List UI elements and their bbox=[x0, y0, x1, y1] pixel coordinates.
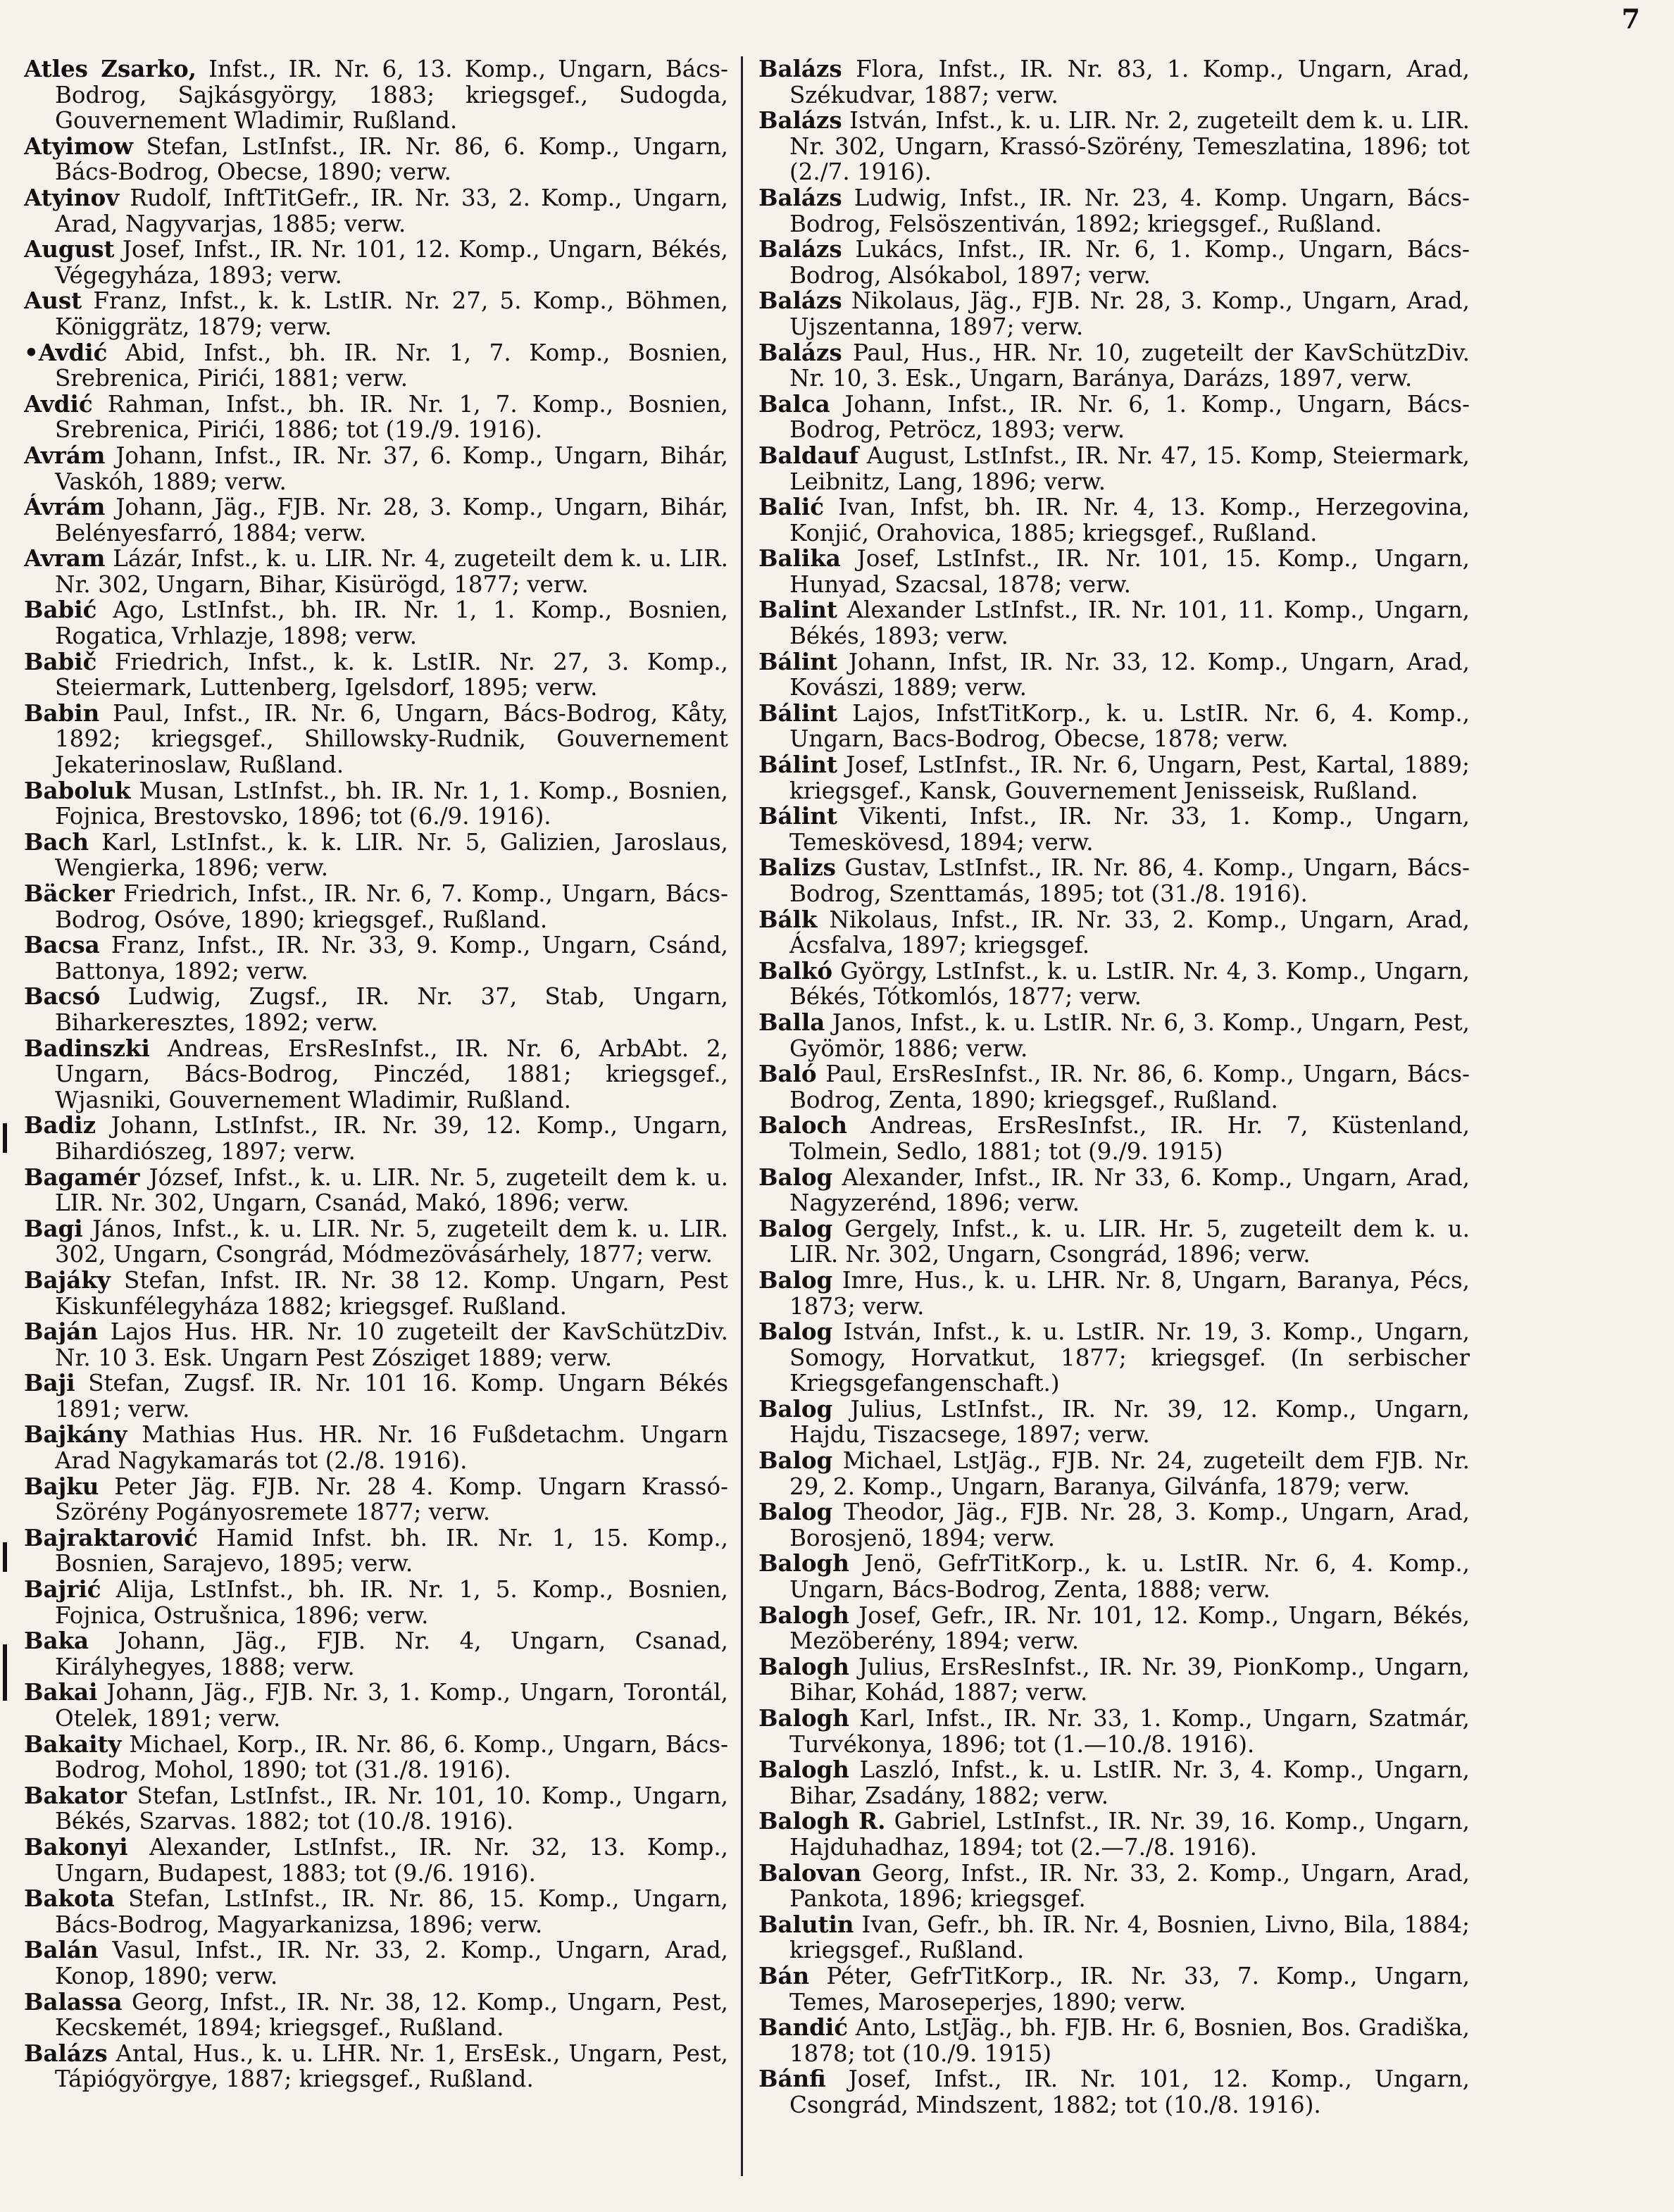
register-entry bbox=[758, 597, 1470, 649]
entry-details: Johann, LstInfst., IR. Nr. 39, 12. Komp., Ungarn, Bihardiószeg, 1897; verw. bbox=[55, 1112, 728, 1165]
entry-surname: Avrám bbox=[24, 441, 106, 469]
entry-details: Karl, Infst., IR. Nr. 33, 1. Komp., Ungarn, Szatmár, Turvékonya, 1896; tot (1.—10./8. 1916). bbox=[789, 1705, 1470, 1758]
entry-surname: Bálint bbox=[758, 699, 837, 727]
entry-details: Georg, Infst., IR. Nr. 33, 2. Komp., Ungarn, Arad, Pankota, 1896; kriegsgef. bbox=[789, 1859, 1470, 1913]
entry-surname: Bálint bbox=[758, 751, 837, 779]
entry-surname: Atyinov bbox=[24, 183, 120, 211]
entry-details: Alexander LstInfst., IR. Nr. 101, 11. Komp., Ungarn, Békés, 1893; verw. bbox=[789, 596, 1470, 650]
entry-surname: Bajáky bbox=[24, 1266, 111, 1294]
register-entry bbox=[24, 1165, 728, 1216]
entry-details: Stefan, Zugsf. IR. Nr. 101 16. Komp. Ungarn Békés 1891; verw. bbox=[55, 1370, 728, 1423]
entry-surname: Bakonyi bbox=[24, 1832, 128, 1861]
register-entry bbox=[24, 2041, 728, 2092]
register-entry bbox=[24, 288, 728, 339]
entry-details: Johann, Infst, IR. Nr. 33, 12. Komp., Ungarn, Arad, Kovászi, 1889; verw. bbox=[789, 648, 1470, 701]
entry-details: August, LstInfst., IR. Nr. 47, 15. Komp, Steiermark, Leibnitz, Lang, 1896; verw. bbox=[789, 442, 1470, 495]
entry-details: Ludwig, Zugsf., IR. Nr. 37, Stab, Ungarn, Biharkeresztes, 1892; verw. bbox=[55, 983, 728, 1036]
register-entry bbox=[24, 1422, 728, 1473]
register-entry bbox=[24, 134, 728, 185]
entry-surname: Balázs bbox=[758, 106, 842, 135]
entry-details: Nikolaus, Infst., IR. Nr. 33, 2. Komp., Ungarn, Arad, Ácsfalva, 1897; kriegsgef. bbox=[789, 906, 1470, 959]
entry-surname: Balić bbox=[758, 493, 825, 521]
register-entry bbox=[758, 185, 1470, 237]
register-entry bbox=[758, 1165, 1470, 1216]
entry-surname: Baji bbox=[24, 1369, 75, 1397]
register-entry bbox=[758, 958, 1470, 1010]
entry-details: Lukács, Infst., IR. Nr. 6, 1. Komp., Ungarn, Bács-Bodrog, Alsókabol, 1897; verw. bbox=[789, 236, 1470, 289]
entry-surname: Balogh bbox=[758, 1652, 849, 1680]
entry-details: Anto, LstJäg., bh. FJB. Hr. 6, Bosnien, Bos. Gradiška, 1878; tot (10./9. 1915) bbox=[789, 2014, 1470, 2067]
entry-details: Abid, Infst., bh. IR. Nr. 1, 7. Komp., Bosnien, Srebrenica, Pirići, 1881; verw. bbox=[55, 339, 728, 392]
entry-surname: Bakaity bbox=[24, 1730, 122, 1758]
entry-surname: Baboluk bbox=[24, 776, 131, 804]
entry-details: Nikolaus, Jäg., FJB. Nr. 28, 3. Komp., Ungarn, Arad, Ujszentanna, 1897; verw. bbox=[789, 287, 1470, 340]
register-entry bbox=[758, 752, 1470, 804]
entry-details: Friedrich, Infst., k. k. LstIR. Nr. 27, 3. Komp., Steiermark, Luttenberg, Igelsdorf, 1895; verw. bbox=[55, 648, 728, 701]
entry-details: Julius, LstInfst., IR. Nr. 39, 12. Komp., Ungarn, Hajdu, Tiszacsege, 1897; verw. bbox=[789, 1395, 1470, 1449]
entry-details: Josef, Infst., IR. Nr. 101, 12. Komp., Ungarn, Békés, Végegyháza, 1893; verw. bbox=[55, 236, 728, 289]
entry-details: Péter, GefrTitKorp., IR. Nr. 33, 7. Komp., Ungarn, Temes, Maroseperjes, 1890; verw. bbox=[789, 1962, 1470, 2016]
entry-details: Flora, Infst., IR. Nr. 83, 1. Komp., Ungarn, Arad, Székudvar, 1887; verw. bbox=[789, 56, 1470, 108]
register-entry bbox=[24, 389, 728, 444]
entry-surname: Balutin bbox=[758, 1910, 854, 1938]
register-entry bbox=[24, 56, 728, 134]
register-entry bbox=[24, 1113, 728, 1164]
register-entry bbox=[24, 1036, 728, 1113]
entry-surname: Bacsa bbox=[24, 931, 100, 959]
entry-surname: Bajku bbox=[24, 1472, 99, 1500]
entry-details: Infst., IR. Nr. 6, 13. Komp., Ungarn, Bács-Bodrog, Sajkásgyörgy, 1883; kriegsgef., Sudogda, Gouvernement Wladimir, Rußland. bbox=[55, 56, 728, 135]
entry-surname: Baka bbox=[24, 1627, 89, 1655]
register-entry bbox=[24, 237, 728, 288]
entry-details: István, Infst., k. u. LstIR. Nr. 19, 3. Komp., Ungarn, Somogy, Horvatkut, 1877; kriegsgef. (In serbischer Kriegsgefangenschaft.) bbox=[789, 1318, 1470, 1397]
entry-details: Johann, Jäg., FJB. Nr. 3, 1. Komp., Ungarn, Torontál, Otelek, 1891; verw. bbox=[55, 1679, 728, 1732]
register-entry bbox=[24, 1525, 728, 1577]
entry-details: Lajos, InfstTitKorp., k. u. LstIR. Nr. 6, 4. Komp., Ungarn, Bacs-Bodrog, Obecse, 1878; verw. bbox=[789, 699, 1470, 753]
entry-surname: Baló bbox=[758, 1060, 817, 1088]
register-entry bbox=[758, 1757, 1470, 1808]
left-column bbox=[24, 56, 728, 2176]
entry-surname: Ávrám bbox=[24, 493, 106, 521]
register-entry bbox=[24, 494, 728, 546]
register-entry bbox=[758, 389, 1470, 444]
entry-details: Johann, Infst., IR. Nr. 6, 1. Komp., Ungarn, Bács-Bodrog, Petröcz, 1893; verw. bbox=[789, 390, 1470, 444]
entry-details: Rahman, Infst., bh. IR. Nr. 1, 7. Komp., Bosnien, Srebrenica, Pirići, 1886; tot (19./9. 1916). bbox=[55, 390, 728, 444]
register-entry bbox=[758, 1808, 1470, 1860]
entry-details: Franz, Infst., k. k. LstIR. Nr. 27, 5. Komp., Böhmen, Königgrätz, 1879; verw. bbox=[55, 287, 728, 340]
entry-details: Josef, LstInfst., IR. Nr. 101, 15. Komp., Ungarn, Hunyad, Szacsal, 1878; verw. bbox=[789, 545, 1470, 598]
register-entry bbox=[758, 1706, 1470, 1757]
entry-surname: Balázs bbox=[758, 56, 842, 82]
entry-details: Hamid Infst. bh. IR. Nr. 1, 15. Komp., Bosnien, Sarajevo, 1895; verw. bbox=[55, 1524, 728, 1577]
entry-details: Vikenti, Infst., IR. Nr. 33, 1. Komp., Ungarn, Temeskövesd, 1894; verw. bbox=[789, 803, 1470, 856]
entry-surname: August bbox=[24, 235, 115, 263]
register-entry bbox=[758, 1010, 1470, 1061]
entry-details: Mathias Hus. HR. Nr. 16 Fußdetachm. Ungarn Arad Nagykamarás tot (2./8. 1916). bbox=[55, 1421, 728, 1475]
register-entry bbox=[24, 932, 728, 984]
register-entry bbox=[758, 340, 1470, 392]
entry-surname: Bakota bbox=[24, 1885, 115, 1913]
register-entry bbox=[758, 1858, 1470, 1913]
entry-surname: Bán bbox=[758, 1961, 810, 1989]
register-entry bbox=[758, 1113, 1470, 1164]
register-entry bbox=[758, 701, 1470, 752]
entry-details: Andreas, ErsResInfst., IR. Nr. 6, ArbAbt. 2, Ungarn, Bács-Bodrog, Pinczéd, 1881; kriegsgef., Wjasniki, Gouvernement Wladimir, Rußland. bbox=[55, 1035, 728, 1113]
register-entry bbox=[758, 546, 1470, 597]
entry-details: György, LstInfst., k. u. LstIR. Nr. 4, 3. Komp., Ungarn, Békés, Tótkomlós, 1877; verw. bbox=[789, 957, 1470, 1011]
entry-details: József, Infst., k. u. LIR. Nr. 5, zugeteilt dem k. u. LIR. Nr. 302, Ungarn, Csanád, Makó, 1896; verw. bbox=[55, 1163, 728, 1217]
right-column bbox=[758, 56, 1470, 2176]
register-entry bbox=[24, 1783, 728, 1835]
register-entry bbox=[24, 1474, 728, 1525]
register-entry bbox=[24, 1832, 728, 1887]
register-entry bbox=[758, 1654, 1470, 1706]
entry-surname: Badiz bbox=[24, 1111, 96, 1139]
entry-surname: Balika bbox=[758, 544, 841, 573]
entry-details: Musan, LstInfst., bh. IR. Nr. 1, 1. Komp., Bosnien, Fojnica, Brestovsko, 1896; tot (6./9. 1916). bbox=[55, 777, 728, 830]
entry-surname: Bäcker bbox=[24, 880, 115, 907]
page-number: 7 bbox=[1621, 3, 1640, 35]
entry-details: Gustav, LstInfst., IR. Nr. 86, 4. Komp., Ungarn, Bács-Bodrog, Szenttamás, 1895; tot (31./8. 1916). bbox=[789, 854, 1470, 907]
entry-surname: Balogh bbox=[758, 1549, 849, 1577]
margin-marker bbox=[3, 1644, 7, 1701]
entry-surname: •Avdić bbox=[24, 338, 108, 366]
register-entry bbox=[24, 778, 728, 830]
register-entry bbox=[24, 649, 728, 701]
entry-surname: Balkó bbox=[758, 956, 833, 985]
entry-details: Rudolf, InftTitGefr., IR. Nr. 33, 2. Komp., Ungarn, Arad, Nagyvarjas, 1885; verw. bbox=[55, 184, 728, 237]
register-entry bbox=[758, 649, 1470, 701]
entry-surname: Balog bbox=[758, 1394, 833, 1423]
entry-details: Stefan, Infst. IR. Nr. 38 12. Komp. Ungarn, Pest Kiskunfélegyháza 1882; kriegsgef. Rußland. bbox=[55, 1266, 728, 1320]
entry-details: Paul, Infst., IR. Nr. 6, Ungarn, Bács-Bodrog, Kåty, 1892; kriegsgef., Shillowsky-Rudnik, Gouvernement Jekaterinoslaw, Rußland. bbox=[55, 699, 728, 779]
entry-details: Imre, Hus., k. u. LHR. Nr. 8, Ungarn, Baranya, Pécs, 1873; verw. bbox=[789, 1266, 1470, 1320]
entry-surname: Bánfi bbox=[758, 2065, 826, 2093]
register-entry bbox=[24, 443, 728, 494]
register-entry bbox=[24, 1577, 728, 1628]
entry-surname: Balázs bbox=[758, 183, 842, 211]
entry-details: Ludwig, Infst., IR. Nr. 23, 4. Komp. Ungarn, Bács-Bodrog, Felsöszentiván, 1892; kriegsgef., Rußland. bbox=[789, 184, 1470, 237]
entry-details: Gergely, Infst., k. u. LIR. Hr. 5, zugeteilt dem k. u. LIR. Nr. 302, Ungarn, Csongrád, 1896; verw. bbox=[789, 1215, 1470, 1268]
entry-surname: Babić bbox=[24, 596, 97, 624]
entry-details: Michael, LstJäg., FJB. Nr. 24, zugeteilt dem FJB. Nr. 29, 2. Komp., Ungarn, Baranya, Gilvánfa, 1879; verw. bbox=[789, 1447, 1470, 1500]
entry-surname: Balla bbox=[758, 1008, 825, 1036]
entry-surname: Balogh R. bbox=[758, 1807, 886, 1835]
register-entry bbox=[758, 1319, 1470, 1396]
column-divider bbox=[741, 56, 743, 2176]
register-entry bbox=[24, 1319, 728, 1370]
entry-details: Franz, Infst., IR. Nr. 33, 9. Komp., Ungarn, Csánd, Battonya, 1892; verw. bbox=[55, 932, 728, 985]
entry-details: Lázár, Infst., k. u. LIR. Nr. 4, zugeteilt dem k. u. LIR. Nr. 302, Ungarn, Bihar, Kisürögd, 1877; verw. bbox=[55, 545, 728, 598]
entry-details: Peter Jäg. FJB. Nr. 28 4. Komp. Ungarn Krassó-Szörény Pogányosremete 1877; verw. bbox=[55, 1473, 728, 1526]
entry-surname: Bagi bbox=[24, 1214, 83, 1242]
entry-details: Karl, LstInfst., k. k. LIR. Nr. 5, Galizien, Jaroslaus, Wengierka, 1896; verw. bbox=[55, 828, 728, 882]
register-entry bbox=[24, 1732, 728, 1783]
entry-surname: Atles Zsarko, bbox=[24, 56, 196, 82]
entry-details: Georg, Infst., IR. Nr. 38, 12. Komp., Ungarn, Pest, Kecskemét, 1894; kriegsgef., Rußland. bbox=[55, 1988, 728, 2042]
entry-surname: Balizs bbox=[758, 854, 836, 882]
register-entry bbox=[24, 881, 728, 932]
register-entry bbox=[758, 1551, 1470, 1602]
entry-surname: Bálint bbox=[758, 802, 837, 830]
register-entry bbox=[758, 804, 1470, 855]
entry-surname: Aust bbox=[24, 287, 82, 315]
entry-details: Vasul, Infst., IR. Nr. 33, 2. Komp., Ungarn, Arad, Konop, 1890; verw. bbox=[55, 1937, 728, 1989]
entry-details: Paul, Hus., HR. Nr. 10, zugeteilt der KavSchützDiv. Nr. 10, 3. Esk., Ungarn, Baránya, Darázs, 1897, verw. bbox=[789, 339, 1470, 392]
register-entry bbox=[758, 494, 1470, 546]
entry-details: Josef, LstInfst., IR. Nr. 6, Ungarn, Pest, Kartal, 1889; kriegsgef., Kansk, Gouvernement Jenisseisk, Rußland. bbox=[789, 751, 1470, 804]
register-entry bbox=[24, 1989, 728, 2041]
entry-surname: Balogh bbox=[758, 1601, 849, 1629]
entry-details: Janos, Infst., k. u. LstIR. Nr. 6, 3. Komp., Ungarn, Pest, Gyömör, 1886; verw. bbox=[789, 1008, 1470, 1062]
register-entry bbox=[24, 1680, 728, 1731]
register-entry bbox=[758, 108, 1470, 185]
register-entry bbox=[24, 1370, 728, 1422]
entry-details: Jenö, GefrTitKorp., k. u. LstIR. Nr. 6, 4. Komp., Ungarn, Bács-Bodrog, Zenta, 1888; verw. bbox=[789, 1550, 1470, 1604]
entry-details: Lajos Hus. HR. Nr. 10 zugeteilt der KavSchützDiv. Nr. 10 3. Esk. Ungarn Pest Zósziget 1889; verw. bbox=[55, 1318, 728, 1371]
register-entry bbox=[24, 597, 728, 649]
entry-surname: Baján bbox=[24, 1318, 98, 1346]
register-entry bbox=[758, 1499, 1470, 1551]
register-entry bbox=[758, 237, 1470, 288]
entry-surname: Balog bbox=[758, 1214, 833, 1242]
register-entry bbox=[24, 185, 728, 237]
entry-surname: Balca bbox=[758, 389, 830, 418]
margin-marker bbox=[3, 1542, 7, 1572]
entry-surname: Balog bbox=[758, 1318, 833, 1346]
entry-surname: Bajrić bbox=[24, 1575, 101, 1604]
register-entry bbox=[758, 907, 1470, 958]
register-entry bbox=[758, 1963, 1470, 2015]
entry-details: Antal, Hus., k. u. LHR. Nr. 1, ErsEsk., Ungarn, Pest, Tápiógyörgye, 1887; kriegsgef., Rußland. bbox=[55, 2039, 728, 2093]
entry-details: Ivan, Gefr., bh. IR. Nr. 4, Bosnien, Livno, Bila, 1884; kriegsgef., Rußland. bbox=[789, 1911, 1470, 1964]
entry-details: Laszló, Infst., k. u. LstIR. Nr. 3, 4. Komp., Ungarn, Bihar, Zsadány, 1882; verw. bbox=[789, 1756, 1470, 1809]
entry-surname: Balázs bbox=[758, 235, 842, 263]
entry-surname: Balassa bbox=[24, 1987, 123, 2016]
register-entry bbox=[24, 1937, 728, 1989]
entry-details: Josef, Infst., IR. Nr. 101, 12. Komp., Ungarn, Csongrád, Mindszent, 1882; tot (10./8. 1916). bbox=[789, 2066, 1470, 2118]
register-entry bbox=[758, 1061, 1470, 1113]
entry-details: Johann, Jäg., FJB. Nr. 4, Ungarn, Csanad, Királyhegyes, 1888; verw. bbox=[55, 1627, 728, 1680]
entry-surname: Balázs bbox=[758, 338, 842, 366]
entry-surname: Balovan bbox=[758, 1858, 862, 1887]
register-entry bbox=[24, 827, 728, 882]
margin-marker bbox=[3, 1123, 7, 1153]
entry-surname: Balázs bbox=[758, 287, 842, 315]
entry-details: Friedrich, Infst., IR. Nr. 6, 7. Komp., Ungarn, Bács-Bodrog, Osóve, 1890; kriegsgef., Rußland. bbox=[55, 880, 728, 933]
register-entry bbox=[24, 1628, 728, 1680]
entry-surname: Balog bbox=[758, 1446, 833, 1475]
register-entry bbox=[758, 1268, 1470, 1319]
entry-surname: Avdić bbox=[24, 389, 93, 418]
entry-surname: Bacsó bbox=[24, 982, 101, 1011]
entry-details: Johann, Infst., IR. Nr. 37, 6. Komp., Ungarn, Bihár, Vaskóh, 1889; verw. bbox=[55, 442, 728, 495]
entry-surname: Bandić bbox=[758, 2013, 849, 2042]
entry-surname: Balint bbox=[758, 596, 837, 624]
entry-surname: Atyimow bbox=[24, 132, 133, 160]
entry-details: Stefan, LstInfst., IR. Nr. 101, 10. Komp., Ungarn, Békés, Szarvas. 1882; tot (10./8. 1916). bbox=[55, 1782, 728, 1835]
register-entry bbox=[24, 701, 728, 778]
entry-surname: Babin bbox=[24, 699, 100, 727]
register-entry bbox=[758, 2015, 1470, 2066]
entry-surname: Bakator bbox=[24, 1781, 127, 1809]
entry-surname: Balogh bbox=[758, 1756, 849, 1784]
entry-details: Ivan, Infst, bh. IR. Nr. 4, 13. Komp., Herzegovina, Konjić, Orahovica, 1885; kriegsgef., Rußland. bbox=[789, 494, 1470, 546]
entry-details: Stefan, LstInfst., IR. Nr. 86, 6. Komp., Ungarn, Bács-Bodrog, Obecse, 1890; verw. bbox=[55, 132, 728, 186]
register-entry bbox=[24, 1886, 728, 1937]
entry-surname: Balázs bbox=[24, 2039, 108, 2067]
register-entry bbox=[758, 1216, 1470, 1268]
entry-surname: Baloch bbox=[758, 1111, 847, 1139]
entry-surname: Balogh bbox=[758, 1704, 849, 1732]
register-entry bbox=[24, 1216, 728, 1268]
entry-surname: Baldauf bbox=[758, 441, 859, 469]
register-entry bbox=[758, 443, 1470, 494]
entry-details: János, Infst., k. u. LIR. Nr. 5, zugeteilt dem k. u. LIR. 302, Ungarn, Csongrád, Módmezövásárhely, 1877; verw. bbox=[55, 1215, 728, 1268]
entry-details: Ago, LstInfst., bh. IR. Nr. 1, 1. Komp., Bosnien, Rogatica, Vrhlazje, 1898; verw. bbox=[55, 596, 728, 650]
entry-details: Michael, Korp., IR. Nr. 86, 6. Komp., Ungarn, Bács-Bodrog, Mohol, 1890; tot (31./8. 1916). bbox=[55, 1730, 728, 1784]
entry-details: Josef, Gefr., IR. Nr. 101, 12. Komp., Ungarn, Békés, Mezöberény, 1894; verw. bbox=[789, 1601, 1470, 1655]
register-entry bbox=[24, 340, 728, 392]
entry-surname: Babič bbox=[24, 647, 97, 675]
register-entry bbox=[24, 1268, 728, 1319]
entry-details: Julius, ErsResInfst., IR. Nr. 39, PionKomp., Ungarn, Bihar, Kohád, 1887; verw. bbox=[789, 1653, 1470, 1706]
entry-surname: Balán bbox=[24, 1936, 99, 1964]
register-entry bbox=[758, 1448, 1470, 1499]
register-entry bbox=[758, 2066, 1470, 2118]
register-entry bbox=[758, 1912, 1470, 1963]
entry-surname: Bálk bbox=[758, 905, 818, 933]
register-entry bbox=[758, 1603, 1470, 1654]
register-entry bbox=[758, 56, 1470, 108]
register-entry bbox=[24, 546, 728, 597]
entry-details: Johann, Jäg., FJB. Nr. 28, 3. Komp., Ungarn, Bihár, Belényesfarró, 1884; verw. bbox=[55, 494, 728, 546]
entry-details: Andreas, ErsResInfst., IR. Hr. 7, Küstenland, Tolmein, Sedlo, 1881; tot (9./9. 1915) bbox=[789, 1112, 1470, 1165]
entry-details: Paul, ErsResInfst., IR. Nr. 86, 6. Komp., Ungarn, Bács-Bodrog, Zenta, 1890; kriegsgef., Rußland. bbox=[789, 1061, 1470, 1113]
entry-surname: Balog bbox=[758, 1163, 833, 1191]
entry-surname: Bálint bbox=[758, 647, 837, 675]
register-entry bbox=[758, 288, 1470, 339]
entry-details: Alexander, Infst., IR. Nr 33, 6. Komp., Ungarn, Arad, Nagyzerénd, 1896; verw. bbox=[789, 1163, 1470, 1217]
register-entry bbox=[758, 855, 1470, 906]
entry-surname: Balog bbox=[758, 1266, 833, 1294]
entry-details: Stefan, LstInfst., IR. Nr. 86, 15. Komp., Ungarn, Bács-Bodrog, Magyarkanizsa, 1896; verw. bbox=[55, 1885, 728, 1938]
entry-surname: Bajraktarović bbox=[24, 1523, 198, 1551]
entry-surname: Balog bbox=[758, 1498, 833, 1526]
entry-details: Gabriel, LstInfst., IR. Nr. 39, 16. Komp., Ungarn, Hajduhadhaz, 1894; tot (2.—7./8. 1916). bbox=[789, 1808, 1470, 1861]
entry-details: Alexander, LstInfst., IR. Nr. 32, 13. Komp., Ungarn, Budapest, 1883; tot (9./6. 1916). bbox=[55, 1833, 728, 1887]
entry-surname: Avram bbox=[24, 544, 106, 573]
entry-details: Alija, LstInfst., bh. IR. Nr. 1, 5. Komp., Bosnien, Fojnica, Ostrušnica, 1896; verw. bbox=[55, 1576, 728, 1629]
register-entry bbox=[758, 1396, 1470, 1448]
entry-details: István, Infst., k. u. LIR. Nr. 2, zugeteilt dem k. u. LIR. Nr. 302, Ungarn, Krassó-Szörény, Temeszlatina, 1896; tot (2./7. 1916). bbox=[789, 107, 1470, 186]
entry-details: Theodor, Jäg., FJB. Nr. 28, 3. Komp., Ungarn, Arad, Borosjenö, 1894; verw. bbox=[789, 1499, 1470, 1551]
entry-surname: Bajkány bbox=[24, 1420, 127, 1449]
register-entry bbox=[24, 984, 728, 1035]
entry-surname: Bach bbox=[24, 827, 89, 856]
entry-surname: Bagamér bbox=[24, 1163, 140, 1191]
entry-surname: Bakai bbox=[24, 1678, 98, 1706]
entry-surname: Badinszki bbox=[24, 1034, 150, 1062]
